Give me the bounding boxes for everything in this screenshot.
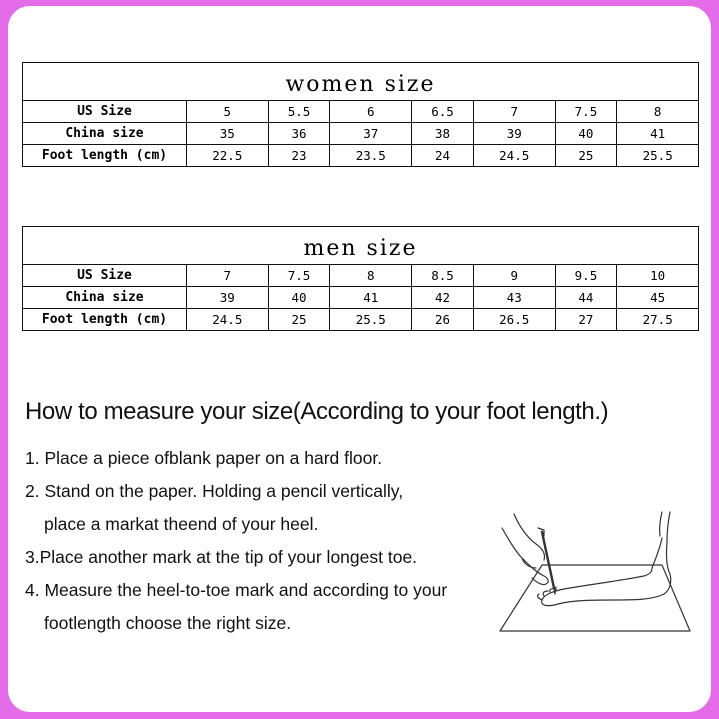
- table-cell: 45: [617, 287, 699, 309]
- row-label: China size: [23, 287, 187, 309]
- table-cell: 39: [187, 287, 269, 309]
- table-cell: 10: [617, 265, 699, 287]
- table-cell: 6: [330, 101, 412, 123]
- table-cell: 24.5: [187, 309, 269, 331]
- table-cell: 7.5: [555, 101, 617, 123]
- table-row-china-size: [23, 123, 699, 145]
- instruction-step-continued: footlength choose the right size.: [44, 613, 292, 633]
- women-size-table: [22, 62, 699, 167]
- men-size-table: [22, 226, 699, 331]
- table-row-foot-length: [23, 309, 699, 331]
- table-cell: 8: [617, 101, 699, 123]
- table-row-foot-length: [23, 145, 699, 167]
- table-cell: 38: [412, 123, 474, 145]
- table-cell: 25: [268, 309, 330, 331]
- instruction-step: 2. Stand on the paper. Holding a pencil vertically,: [25, 481, 404, 501]
- table-cell: 5.5: [268, 101, 330, 123]
- table-cell: 25.5: [617, 145, 699, 167]
- table-cell: 36: [268, 123, 330, 145]
- table-cell: 24.5: [473, 145, 555, 167]
- table-cell: 40: [555, 123, 617, 145]
- row-label: US Size: [23, 101, 187, 123]
- table-cell: 6.5: [412, 101, 474, 123]
- table-cell: 7: [187, 265, 269, 287]
- table-cell: 8: [330, 265, 412, 287]
- table-cell: 26.5: [473, 309, 555, 331]
- instruction-step: 4. Measure the heel-to-toe mark and according to your: [25, 580, 448, 600]
- table-cell: 41: [617, 123, 699, 145]
- table-cell: 27.5: [617, 309, 699, 331]
- table-cell: 23.5: [330, 145, 412, 167]
- table-row-us-size: [23, 265, 699, 287]
- row-label: China size: [23, 123, 187, 145]
- row-label: Foot length (cm): [23, 145, 187, 167]
- table-cell: 35: [187, 123, 269, 145]
- table-cell: 8.5: [412, 265, 474, 287]
- table-cell: 42: [412, 287, 474, 309]
- table-cell: 9: [473, 265, 555, 287]
- table-cell: 5: [187, 101, 269, 123]
- table-cell: 41: [330, 287, 412, 309]
- instruction-step: 1. Place a piece ofblank paper on a hard floor.: [25, 448, 383, 468]
- table-cell: 24: [412, 145, 474, 167]
- table-cell: 7: [473, 101, 555, 123]
- table-cell: 27: [555, 309, 617, 331]
- instruction-step-continued: place a markat theend of your heel.: [44, 514, 319, 534]
- table-cell: 44: [555, 287, 617, 309]
- table-cell: 22.5: [187, 145, 269, 167]
- table-cell: 26: [412, 309, 474, 331]
- men-size-title: men size: [23, 227, 699, 265]
- table-cell: 37: [330, 123, 412, 145]
- table-cell: 40: [268, 287, 330, 309]
- row-label: Foot length (cm): [23, 309, 187, 331]
- table-row-us-size: [23, 101, 699, 123]
- table-cell: 25: [555, 145, 617, 167]
- table-title-row: [23, 63, 699, 101]
- table-cell: 43: [473, 287, 555, 309]
- table-cell: 25.5: [330, 309, 412, 331]
- row-label: US Size: [23, 265, 187, 287]
- table-cell: 9.5: [555, 265, 617, 287]
- foot-measuring-illustration-icon: [484, 508, 696, 638]
- table-cell: 7.5: [268, 265, 330, 287]
- table-row-china-size: [23, 287, 699, 309]
- table-cell: 39: [473, 123, 555, 145]
- women-size-title: women size: [23, 63, 699, 101]
- instructions-heading: How to measure your size(According to your foot length.): [25, 398, 609, 425]
- instruction-step: 3.Place another mark at the tip of your longest toe.: [25, 547, 418, 567]
- table-title-row: [23, 227, 699, 265]
- table-cell: 23: [268, 145, 330, 167]
